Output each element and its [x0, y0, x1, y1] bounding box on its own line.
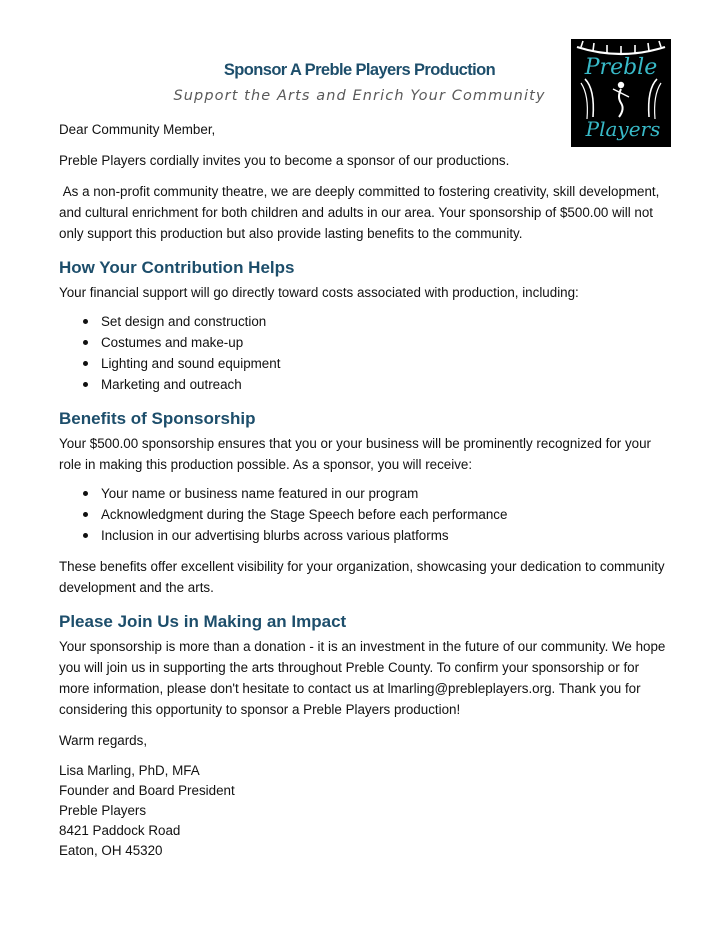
- section-text-impact: Your sponsorship is more than a donation - it is an investment in the future of our community. We hope you will join us in supporting the arts throughout Preble County. To confirm your sponsorship or for more information, please don't hesitate to contact us at lmarling@prebleplayers.org. Thank you for considering this opportunity to sponsor a Preble Players production!: [59, 639, 666, 717]
- bullet-icon: [83, 319, 88, 324]
- intro-paragraph: As a non-profit community theatre, we are deeply committed to fostering creativity, skill development, and cultural enrichment for both children and adults in our area. Your sponsorship of $500.00 will not only support this production but also provide lasting benefits to the community.: [59, 184, 664, 241]
- section-heading-benefits: Benefits of Sponsorship: [59, 409, 256, 428]
- bullet-icon: [83, 491, 88, 496]
- list-item: Set design and construction: [59, 311, 671, 332]
- signature-name: Lisa Marling, PhD, MFA: [59, 763, 200, 778]
- benefits-list: [59, 483, 671, 546]
- signature-street: 8421 Paddock Road: [59, 823, 181, 838]
- section-text-benefits: Your $500.00 sponsorship ensures that you or your business will be prominently recognized for your role in making this production possible. As a sponsor, you will receive:: [59, 436, 652, 472]
- list-item: Acknowledgment during the Stage Speech before each performance: [59, 504, 671, 525]
- logo-line1: Preble: [584, 55, 658, 80]
- section-text-contribution: Your financial support will go directly toward costs associated with production, including:: [59, 285, 579, 300]
- list-item: Lighting and sound equipment: [59, 353, 671, 374]
- invite-paragraph: Preble Players cordially invites you to become a sponsor of our productions.: [59, 153, 510, 168]
- signature-org: Preble Players: [59, 803, 147, 818]
- list-item: Your name or business name featured in our program: [59, 483, 671, 504]
- bullet-icon: [83, 533, 88, 538]
- section-heading-contribution: How Your Contribution Helps: [59, 258, 295, 277]
- signature-block: [59, 761, 671, 861]
- contribution-list: [59, 311, 671, 395]
- list-item: Costumes and make-up: [59, 332, 671, 353]
- signature-role: Founder and Board President: [59, 783, 235, 798]
- bullet-icon: [83, 361, 88, 366]
- list-item: Marketing and outreach: [59, 374, 671, 395]
- greeting: Dear Community Member,: [59, 122, 216, 137]
- signature-city: Eaton, OH 45320: [59, 843, 163, 858]
- section-heading-impact: Please Join Us in Making an Impact: [59, 612, 347, 631]
- page-title: Sponsor A Preble Players Production: [223, 61, 496, 79]
- logo-line2: Players: [585, 117, 661, 141]
- list-item: Inclusion in our advertising blurbs across various platforms: [59, 525, 671, 546]
- bullet-icon: [83, 382, 88, 387]
- closing: Warm regards,: [59, 733, 148, 748]
- page-subtitle: Support the Arts and Enrich Your Community: [173, 88, 546, 104]
- letter-body: [59, 119, 671, 861]
- benefits-after-paragraph: These benefits offer excellent visibility for your organization, showcasing your dedication to community development and the arts.: [59, 559, 665, 595]
- bullet-icon: [83, 512, 88, 517]
- bullet-icon: [83, 340, 88, 345]
